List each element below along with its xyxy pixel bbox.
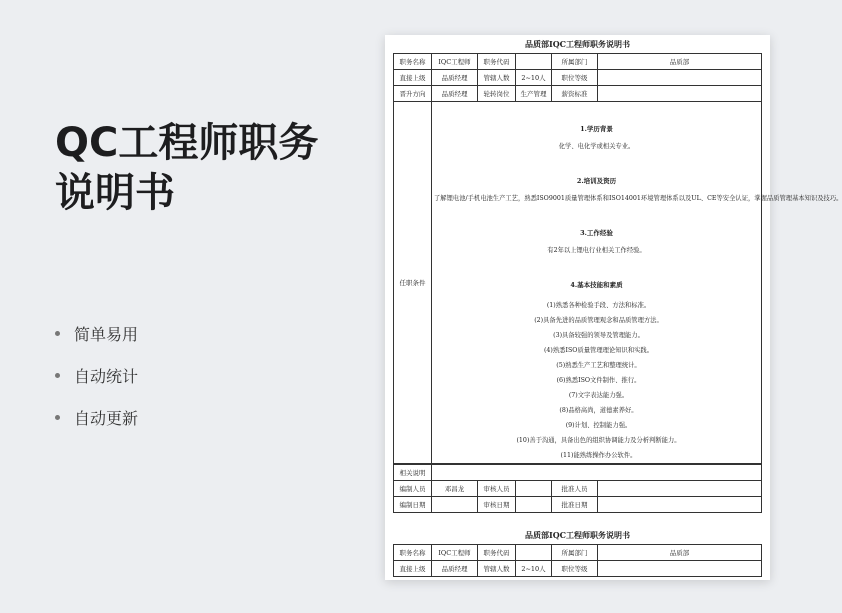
job-info-table bbox=[393, 53, 842, 464]
requirements-content bbox=[432, 102, 842, 464]
skill-item: (5)熟悉生产工艺和整理统计。 bbox=[556, 362, 641, 369]
table-cell bbox=[598, 70, 762, 86]
table-cell: 2~10人 bbox=[516, 70, 552, 86]
skill-item: (7)文字表达能力强。 bbox=[568, 392, 629, 399]
hero-title: QC工程师职务说明书 bbox=[55, 120, 319, 216]
table-cell: IQC工程师 bbox=[432, 545, 478, 561]
table-cell: 所属部门 bbox=[552, 545, 598, 561]
table-cell bbox=[598, 497, 762, 513]
feature-label: 自动更新 bbox=[74, 408, 139, 428]
table-cell: 生产管理 bbox=[516, 86, 552, 102]
table-cell: 审核日期 bbox=[478, 497, 516, 513]
table-cell: 品质部 bbox=[598, 545, 762, 561]
table-cell: 职务名称 bbox=[394, 545, 432, 561]
table-cell: 直接上级 bbox=[394, 561, 432, 577]
table-cell: 直接上级 bbox=[394, 70, 432, 86]
table-cell: 邓昌龙 bbox=[432, 481, 478, 497]
section-text: 有2年以上锂电行业相关工作经验。 bbox=[547, 247, 646, 254]
table-cell: 轮转岗位 bbox=[478, 86, 516, 102]
table-cell: 品质经理 bbox=[432, 70, 478, 86]
signature-table bbox=[393, 464, 762, 513]
section-title: 2.培训及资历 bbox=[576, 177, 617, 185]
table-cell bbox=[516, 481, 552, 497]
notes-label: 相关说明 bbox=[394, 465, 432, 481]
skill-item: (2)具备先进的品质管理观念和品质管理方法。 bbox=[534, 317, 663, 324]
skill-item: (3)具备较强的领导及管理能力。 bbox=[553, 332, 644, 339]
table-cell: 晋升方向 bbox=[394, 86, 432, 102]
table-cell: 职位等级 bbox=[552, 561, 598, 577]
table-row bbox=[394, 70, 762, 86]
feature-list bbox=[55, 312, 138, 438]
table-cell bbox=[432, 497, 478, 513]
table-row bbox=[394, 545, 762, 561]
bullet-icon bbox=[55, 331, 60, 336]
requirements-row bbox=[394, 102, 762, 464]
table-cell: 编制人员 bbox=[394, 481, 432, 497]
doc-title: 品质部IQC工程师职务说明书 bbox=[524, 39, 631, 49]
bullet-icon bbox=[55, 373, 60, 378]
table-row bbox=[394, 86, 762, 102]
feature-item bbox=[55, 354, 138, 396]
table-cell: 职务代码 bbox=[478, 54, 516, 70]
skill-item: (9)计划、控制能力强。 bbox=[565, 422, 632, 429]
table-row bbox=[394, 561, 762, 577]
feature-label: 自动统计 bbox=[74, 366, 139, 386]
feature-label: 简单易用 bbox=[74, 324, 139, 344]
table-cell bbox=[516, 497, 552, 513]
skill-item: (10)善于沟通，具备出色的组织协调能力及分析判断能力。 bbox=[516, 437, 681, 444]
bullet-icon bbox=[55, 415, 60, 420]
job-info-table-repeat bbox=[393, 544, 762, 577]
section-title: 3.工作经验 bbox=[580, 229, 613, 237]
table-cell bbox=[598, 86, 762, 102]
table-cell bbox=[516, 545, 552, 561]
skill-item: (4)熟悉ISO质量管理理论知识和实践。 bbox=[543, 347, 654, 354]
requirements-label: 任职条件 bbox=[394, 102, 432, 464]
document-preview bbox=[385, 35, 842, 580]
section-text: 了解锂电池/手机电池生产工艺，熟悉ISO9001质量管理体系和ISO14001环境管理体系以及UL、CE等安全认证，掌握品质管理基本知识及技巧。 bbox=[434, 195, 842, 202]
table-cell: 所属部门 bbox=[552, 54, 598, 70]
skill-item: (6)熟悉ISO文件制作、推行。 bbox=[556, 377, 641, 384]
feature-item bbox=[55, 312, 138, 354]
table-cell: 管辖人数 bbox=[478, 70, 516, 86]
table-cell: 2~10人 bbox=[516, 561, 552, 577]
table-row bbox=[394, 481, 762, 497]
table-cell: 管辖人数 bbox=[478, 561, 516, 577]
table-cell: 编制日期 bbox=[394, 497, 432, 513]
table-cell bbox=[516, 54, 552, 70]
skill-item: (11)能熟练操作办公软件。 bbox=[560, 452, 637, 459]
skill-item: (8)品格高尚，道德素养好。 bbox=[559, 407, 638, 414]
table-row bbox=[394, 54, 762, 70]
notes-content bbox=[432, 465, 762, 481]
table-cell: 职务名称 bbox=[394, 54, 432, 70]
section-title: 1.学历背景 bbox=[580, 125, 613, 133]
table-cell bbox=[598, 561, 762, 577]
table-cell: 品质经理 bbox=[432, 561, 478, 577]
table-row bbox=[394, 497, 762, 513]
table-cell bbox=[598, 481, 762, 497]
section-title: 4.基本技能和素质 bbox=[570, 281, 623, 289]
doc-title-repeat: 品质部IQC工程师职务说明书 bbox=[524, 530, 631, 540]
table-cell: 审核人员 bbox=[478, 481, 516, 497]
feature-item bbox=[55, 396, 138, 438]
table-row bbox=[394, 465, 762, 481]
table-cell: 品质部 bbox=[598, 54, 762, 70]
skill-item: (1)熟悉各种检验手段、方法和标准。 bbox=[546, 302, 651, 309]
table-cell: 品质经理 bbox=[432, 86, 478, 102]
table-cell: 批准日期 bbox=[552, 497, 598, 513]
table-cell: 批准人员 bbox=[552, 481, 598, 497]
table-cell: IQC工程师 bbox=[432, 54, 478, 70]
table-cell: 薪资标准 bbox=[552, 86, 598, 102]
table-cell: 职务代码 bbox=[478, 545, 516, 561]
section-text: 化学、电化学或相关专业。 bbox=[558, 143, 635, 150]
table-cell: 职位等级 bbox=[552, 70, 598, 86]
